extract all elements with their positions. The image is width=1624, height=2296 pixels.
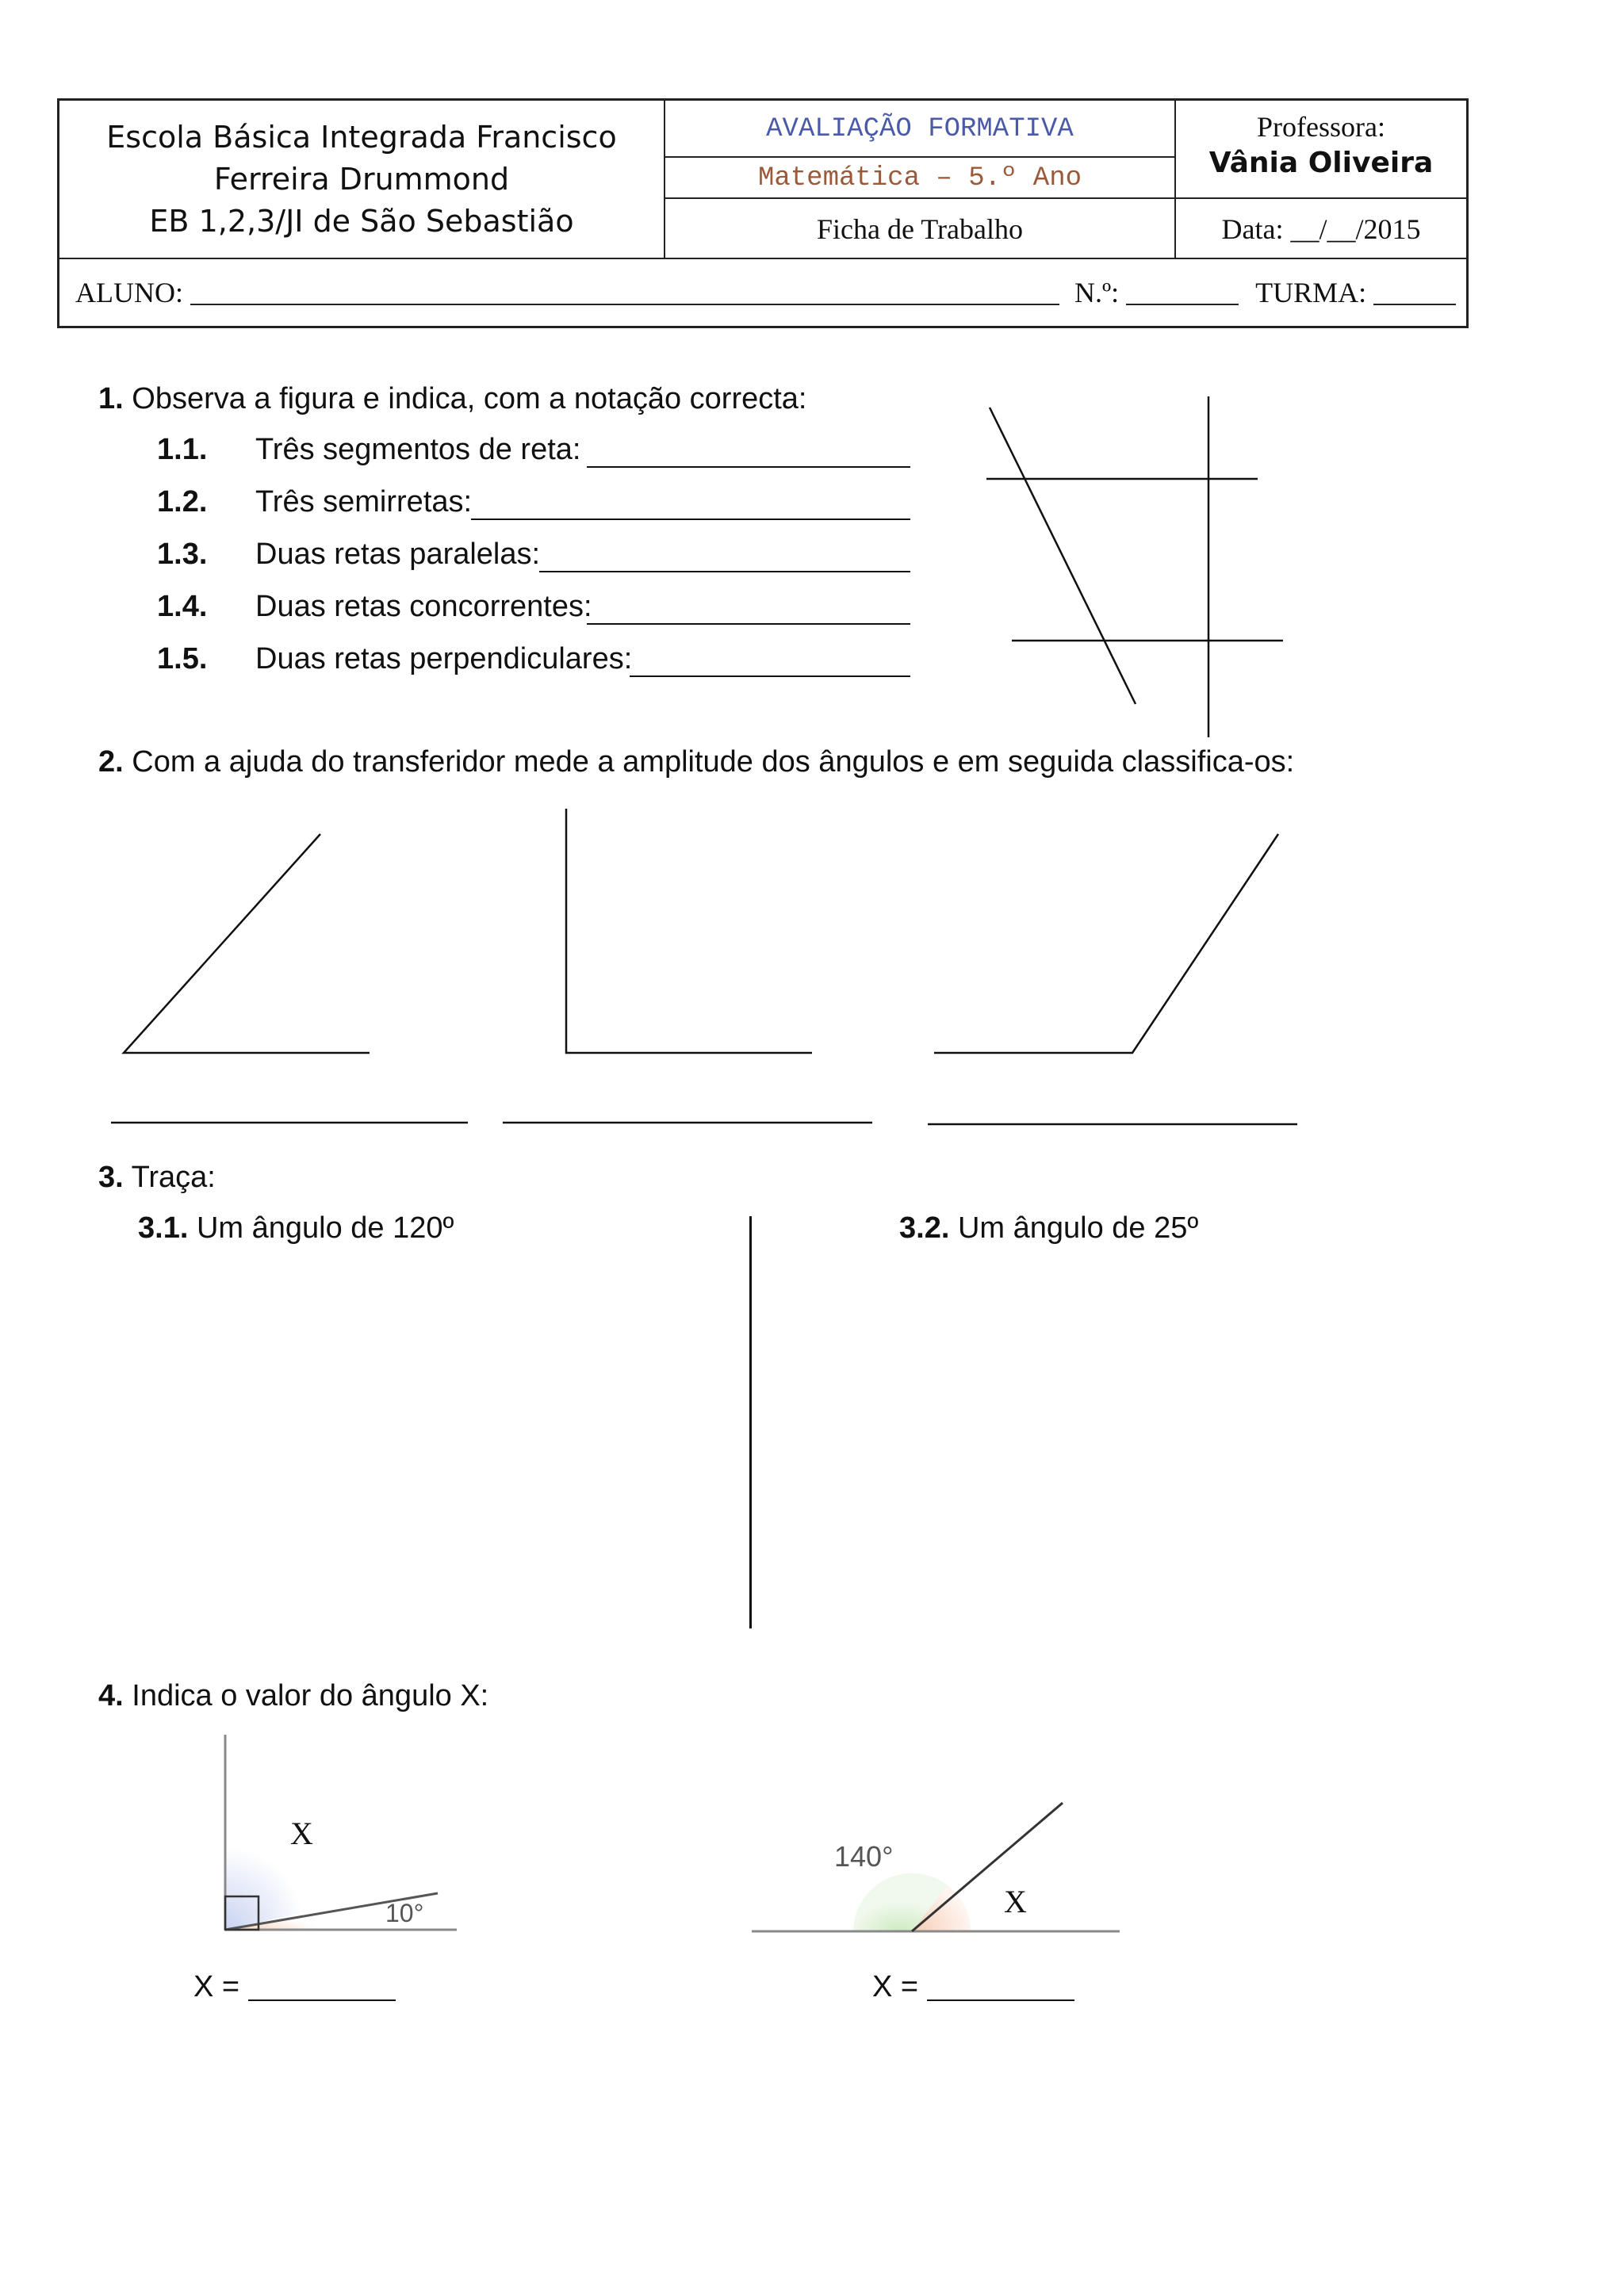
angle-140-label: 140°: [834, 1840, 894, 1873]
item-3-2-number: 3.2.: [899, 1211, 950, 1245]
question-3-text: Traça:: [131, 1161, 216, 1194]
teacher-cell: [1176, 101, 1466, 199]
item-3-1-text: Um ângulo de 120º: [196, 1211, 454, 1245]
oblique-line: [990, 408, 1136, 704]
item-number: 1.3.: [157, 538, 208, 571]
student-name-field[interactable]: [190, 275, 1059, 305]
question-3: [98, 1161, 216, 1195]
student-label: ALUNO:: [75, 277, 183, 308]
angle-x-label: X: [290, 1816, 313, 1851]
angle-10-label: 10°: [385, 1899, 424, 1927]
item-label: Duas retas concorrentes:: [255, 590, 592, 623]
answer-4b: [872, 1969, 1074, 2004]
school-name: [59, 101, 665, 259]
answer-4b-label: X =: [872, 1970, 919, 2003]
answer-4b-field[interactable]: [927, 1969, 1074, 2001]
item-number: 1.2.: [157, 485, 208, 519]
item-1-4: [157, 590, 592, 624]
oblique-ray: [912, 1803, 1063, 1931]
student-number-field[interactable]: [1126, 275, 1239, 305]
teacher-name: Vânia Oliveira: [1208, 147, 1434, 179]
answer-line-1-2[interactable]: [471, 519, 910, 520]
answer-4a-field[interactable]: [248, 1969, 396, 2001]
item-number: 1.4.: [157, 590, 208, 623]
question-1: [98, 382, 806, 416]
question-2-number: 2.: [98, 745, 124, 779]
item-3-1-number: 3.1.: [138, 1211, 189, 1245]
angles-figure: [111, 801, 1316, 1142]
item-3-1: [138, 1211, 454, 1246]
sheet-type: Ficha de Trabalho: [665, 199, 1176, 259]
answer-4a: [193, 1969, 396, 2004]
date-field: Data: __/__/2015: [1176, 199, 1466, 259]
question-4-number: 4.: [98, 1679, 124, 1712]
item-label: Três semirretas:: [255, 485, 473, 519]
item-3-2: [899, 1211, 1198, 1246]
answer-4a-label: X =: [193, 1970, 240, 2003]
header-table: [57, 98, 1469, 328]
obtuse-angle: [934, 834, 1278, 1053]
question-4-text: Indica o valor do ângulo X:: [132, 1679, 489, 1712]
drawing-area-divider: [749, 1216, 752, 1628]
item-1-2: [157, 485, 472, 519]
question-1-text: Observa a figura e indica, com a notação correcta:: [132, 382, 807, 415]
item-1-5: [157, 642, 632, 676]
lines-figure: [975, 388, 1293, 745]
answer-line-1-4[interactable]: [587, 623, 910, 625]
class-field[interactable]: [1373, 275, 1456, 305]
class-label: TURMA:: [1255, 277, 1367, 308]
question-2: [98, 745, 1294, 779]
question-3-number: 3.: [98, 1161, 124, 1194]
angle-figure-1: [206, 1728, 476, 1942]
item-3-2-text: Um ângulo de 25º: [957, 1211, 1199, 1245]
angle-figure-2: [745, 1792, 1126, 1942]
question-4: [98, 1679, 488, 1713]
item-number: 1.1.: [157, 433, 208, 466]
question-2-text: Com a ajuda do transferidor mede a amplitude dos ângulos e em seguida classifica-os:: [132, 745, 1295, 779]
item-label: Duas retas paralelas:: [255, 538, 541, 571]
subject-grade: Matemática – 5.º Ano: [665, 158, 1176, 199]
school-line-3: EB 1,2,3/JI de São Sebastião: [149, 204, 574, 239]
item-number: 1.5.: [157, 642, 208, 675]
angle-x-label: X: [1004, 1884, 1027, 1919]
item-1-3: [157, 538, 540, 572]
number-label: N.º:: [1074, 277, 1120, 308]
student-row: [59, 259, 1466, 326]
answer-line-1-5[interactable]: [630, 675, 910, 677]
answer-line-1-3[interactable]: [539, 571, 910, 572]
school-line-2: Ferreira Drummond: [213, 162, 510, 197]
item-label: Três segmentos de reta:: [255, 433, 581, 466]
answer-line-1-1[interactable]: [587, 466, 910, 468]
acute-angle: [124, 834, 370, 1053]
assessment-type: AVALIAÇÃO FORMATIVA: [665, 101, 1176, 158]
item-1-1: [157, 433, 580, 467]
question-1-number: 1.: [98, 382, 124, 415]
right-angle: [566, 809, 812, 1053]
teacher-label: Professora:: [1257, 111, 1385, 143]
school-line-1: Escola Básica Integrada Francisco: [106, 120, 617, 155]
item-label: Duas retas perpendiculares:: [255, 642, 633, 675]
